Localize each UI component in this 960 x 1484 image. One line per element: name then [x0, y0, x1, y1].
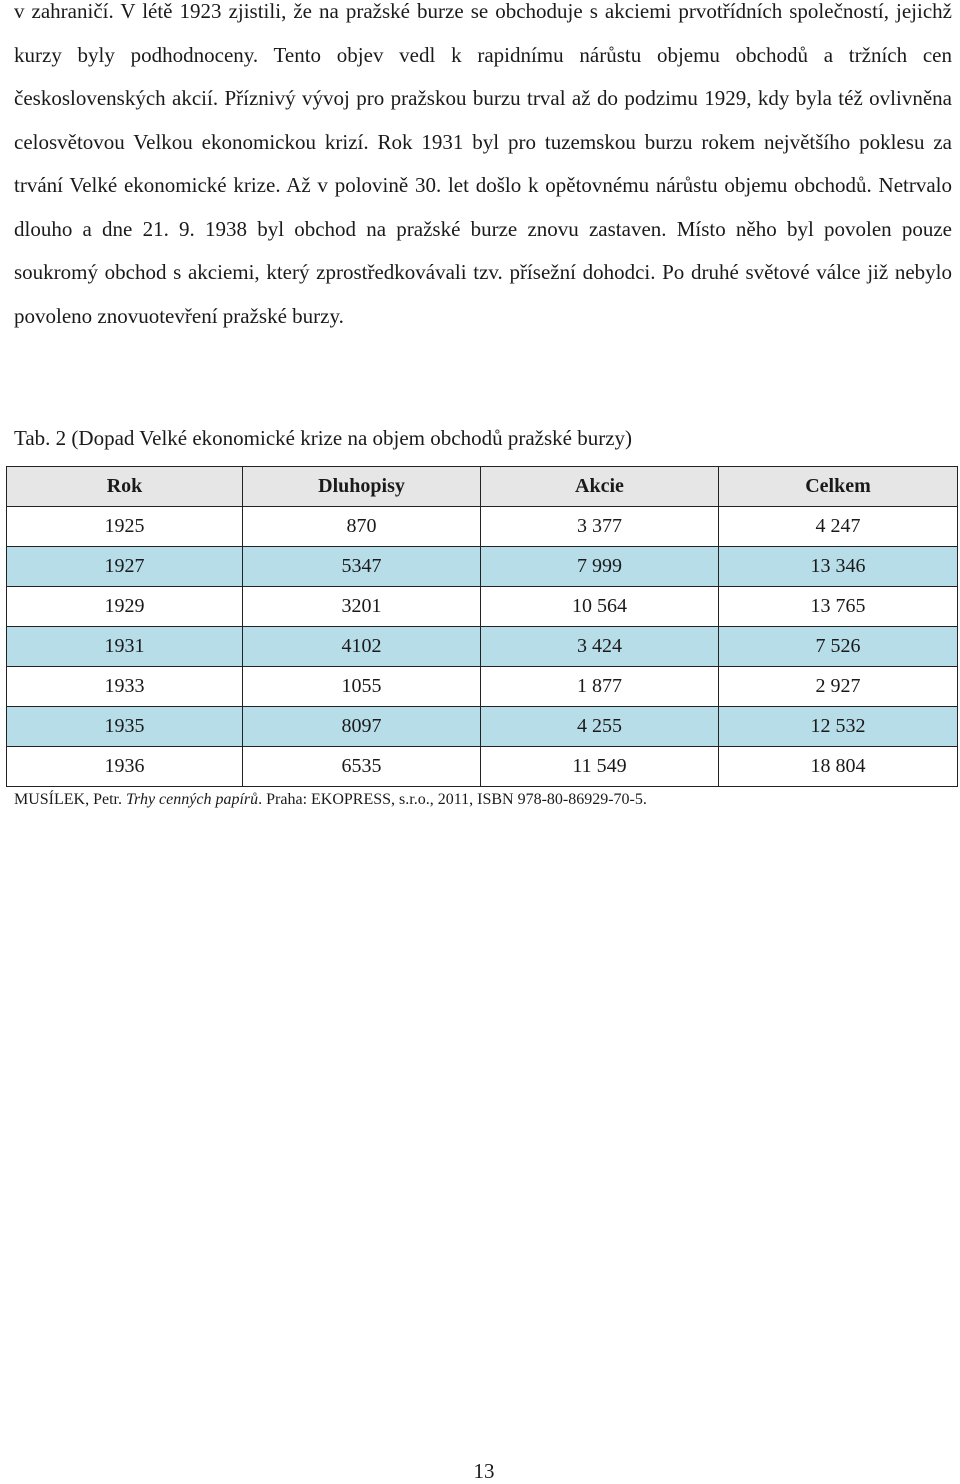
page-number: 13	[473, 1459, 495, 1483]
cell-bonds: 870	[243, 507, 481, 547]
cell-bonds: 4102	[243, 627, 481, 667]
table-row	[7, 707, 958, 747]
cell-bonds: 5347	[243, 547, 481, 587]
source-title: Trhy cenných papírů	[126, 791, 259, 808]
cell-bonds: 3201	[243, 587, 481, 627]
cell-year: 1925	[7, 507, 243, 547]
table-row	[7, 747, 958, 787]
cell-shares: 11 549	[481, 747, 719, 787]
cell-total: 13 765	[719, 587, 958, 627]
trading-volume-table	[6, 466, 958, 787]
cell-shares: 10 564	[481, 587, 719, 627]
cell-shares: 1 877	[481, 667, 719, 707]
header-rok: Rok	[7, 467, 243, 507]
cell-total: 2 927	[719, 667, 958, 707]
cell-bonds: 8097	[243, 707, 481, 747]
cell-year: 1931	[7, 627, 243, 667]
table-row	[7, 507, 958, 547]
table-row	[7, 627, 958, 667]
body-paragraph: v zahraničí. V létě 1923 zjistili, že na pražské burze se obchoduje s akciemi prvotřídních společností, jejichž kurzy byly podhodnoceny. Tento objev vedl k rapidnímu nárůstu objemu obchodů a tržních cen československých akcií. Příznivý vývoj pro pražskou burzu trval až do podzimu 1929, kdy byla též ovlivněna celosvětovou Velkou ekonomickou krizí. Rok 1931 byl pro tuzemskou burzu rokem největšího poklesu za trvání Velké ekonomické krize. Až v polovině 30. let došlo k opětovnému nárůstu objemu obchodů. Netrvalo dlouho a dne 21. 9. 1938 byl obchod na pražské burze znovu zastaven. Místo něho byl povolen pouze soukromý obchod s akciemi, který zprostředkovávali tzv. přísežní dohodci. Po druhé světové válce již nebylo povoleno znovuotevření pražské burzy.	[14, 0, 952, 328]
cell-total: 12 532	[719, 707, 958, 747]
header-akcie: Akcie	[481, 467, 719, 507]
cell-shares: 3 377	[481, 507, 719, 547]
cell-year: 1929	[7, 587, 243, 627]
cell-total: 7 526	[719, 627, 958, 667]
cell-bonds: 1055	[243, 667, 481, 707]
cell-shares: 4 255	[481, 707, 719, 747]
table-row	[7, 547, 958, 587]
table-row	[7, 667, 958, 707]
cell-total: 18 804	[719, 747, 958, 787]
cell-shares: 7 999	[481, 547, 719, 587]
cell-year: 1933	[7, 667, 243, 707]
cell-bonds: 6535	[243, 747, 481, 787]
source-citation	[14, 788, 647, 812]
cell-year: 1935	[7, 707, 243, 747]
source-publication: . Praha: EKOPRESS, s.r.o., 2011, ISBN 978-80-86929-70-5.	[258, 791, 647, 808]
cell-year: 1936	[7, 747, 243, 787]
cell-total: 4 247	[719, 507, 958, 547]
table-caption: Tab. 2 (Dopad Velké ekonomické krize na objem obchodů pražské burzy)	[14, 426, 633, 450]
header-celkem: Celkem	[719, 467, 958, 507]
table-row	[7, 587, 958, 627]
source-author: MUSÍLEK, Petr.	[14, 791, 126, 808]
table-header-row	[7, 467, 958, 507]
cell-year: 1927	[7, 547, 243, 587]
cell-shares: 3 424	[481, 627, 719, 667]
cell-total: 13 346	[719, 547, 958, 587]
header-dluhopisy: Dluhopisy	[243, 467, 481, 507]
